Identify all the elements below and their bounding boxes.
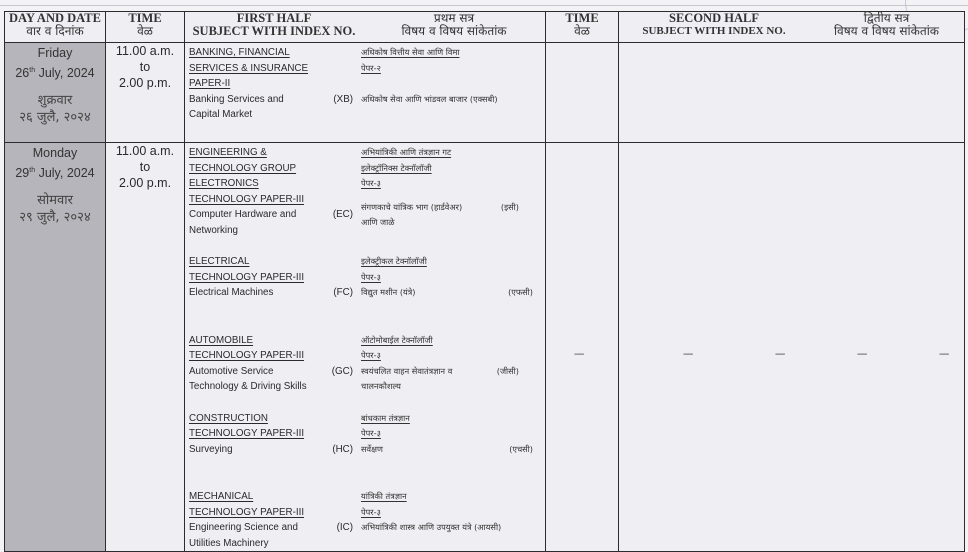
subject-heading: TECHNOLOGY PAPER-III xyxy=(189,350,305,361)
day-date-cell xyxy=(5,143,106,552)
subject-name-mr: अभियांत्रिकी शास्त्र आणि उपयुक्त यंत्रे xyxy=(361,522,472,532)
header-time-mr: वेळ xyxy=(137,24,153,38)
subject-heading: TECHNOLOGY GROUP xyxy=(189,162,297,174)
header-time2-en: TIME xyxy=(565,11,599,25)
date-mr: २९ जुलै, २०२४ xyxy=(19,210,91,226)
empty-dash: ---- xyxy=(775,349,785,360)
header-first-mr-2: विषय व विषय सांकेतांक xyxy=(401,24,507,38)
subject-name: Engineering Science and xyxy=(189,522,298,533)
subject-heading: ENGINEERING & xyxy=(189,147,267,158)
index-code: (HC) xyxy=(332,443,353,455)
index-code: (FC) xyxy=(333,287,353,298)
subject-heading-mr: ऑटोमोबाईल टेक्नॉलॉजी xyxy=(361,334,433,345)
subject-heading: AUTOMOBILE xyxy=(189,334,254,346)
time-start: 11.00 a.m. xyxy=(115,44,175,58)
second-time-cell xyxy=(546,43,619,143)
subject-heading-mr: पेपर-३ xyxy=(361,271,381,282)
subject-heading-mr: अभियांत्रिकी आणि तंत्रज्ञान गट xyxy=(361,147,452,157)
empty-dash: ---- xyxy=(683,349,693,360)
date-en: 29th July, 2024 xyxy=(15,166,95,181)
subject-entry xyxy=(185,143,545,238)
subject-heading: TECHNOLOGY PAPER-III xyxy=(189,506,305,518)
subject-name: Capital Market xyxy=(189,109,253,120)
index-code-mr: (एफसी) xyxy=(508,287,533,297)
subject-heading: PAPER-II xyxy=(189,78,231,89)
header-day-date xyxy=(5,12,106,43)
first-half-cell xyxy=(185,143,546,552)
subject-heading-mr: पेपर-३ xyxy=(361,506,381,517)
header-first-en-2: SUBJECT WITH INDEX NO. xyxy=(192,24,356,38)
subject-heading-mr: पेपर-३ xyxy=(361,428,381,438)
subject-name: Banking Services and xyxy=(189,93,284,105)
subject-heading: SERVICES & INSURANCE xyxy=(189,62,309,74)
subject-entry xyxy=(185,409,545,458)
time-end: 2.00 p.m. xyxy=(118,76,172,90)
header-time xyxy=(106,12,185,43)
header-day-mr: वार व दिनांक xyxy=(26,24,84,38)
index-code-mr: (एचसी) xyxy=(509,443,533,454)
date-en: 26th July, 2024 xyxy=(15,66,95,81)
subject-heading-mr: इलेक्ट्रॉनिक्स टेक्नॉलॉजी xyxy=(361,162,432,173)
subject-heading-mr: पेपर-३ xyxy=(361,350,381,360)
subject-heading-mr: यांत्रिकी तंत्रज्ञान xyxy=(361,491,407,501)
subject-heading: TECHNOLOGY PAPER-III xyxy=(189,271,305,283)
subject-entry xyxy=(185,331,545,395)
header-time-second xyxy=(546,12,619,43)
schedule-row xyxy=(5,43,965,143)
subject-name: Utilities Machinery xyxy=(189,537,269,549)
time-cell xyxy=(106,143,185,552)
subject-heading: MECHANICAL xyxy=(189,491,254,502)
subject-heading-mr: अधिकोष वित्तीय सेवा आणि विमा xyxy=(361,47,460,57)
index-code: (GC) xyxy=(331,365,353,377)
index-code: (EC) xyxy=(332,209,353,220)
subject-heading: BANKING, FINANCIAL xyxy=(189,47,290,58)
second-time-cell xyxy=(546,143,619,552)
subject-name-mr: अधिकोष सेवा आणि भांडवल बाजार xyxy=(361,93,468,104)
second-half-cell xyxy=(619,143,965,552)
header-second-en-1: SECOND HALF xyxy=(669,11,759,25)
subject-heading: TECHNOLOGY PAPER-III xyxy=(189,193,305,205)
header-first-en-1: FIRST HALF xyxy=(236,11,312,25)
subject-heading-mr: पेपर-३ xyxy=(361,178,381,188)
index-code-mr: (एक्सबी) xyxy=(469,93,498,104)
subject-heading: ELECTRICAL xyxy=(189,256,250,267)
subject-name: Surveying xyxy=(189,443,233,455)
index-code-mr: (आयसी) xyxy=(474,522,502,532)
subject-name-mr: आणि जाळे xyxy=(361,217,395,227)
index-code: (XB) xyxy=(333,93,353,105)
header-second-mr-1: द्वितीय सत्र xyxy=(863,11,910,25)
day-date-cell xyxy=(5,43,106,143)
subject-name: Technology & Driving Skills xyxy=(189,381,307,392)
subject-name-mr: सर्वेक्षण xyxy=(361,443,383,454)
index-code: (IC) xyxy=(336,522,353,533)
page-top-edge xyxy=(0,5,968,6)
time-start: 11.00 a.m. xyxy=(115,144,175,158)
day-name: Friday xyxy=(37,46,73,60)
header-time2-mr: वेळ xyxy=(574,24,590,38)
subject-name: Electrical Machines xyxy=(189,287,274,298)
index-code-mr: (इसी) xyxy=(500,201,519,212)
date-mr: २६ जुलै, २०२४ xyxy=(19,110,91,126)
header-day-en: DAY AND DATE xyxy=(9,11,101,25)
index-code-mr: (जीसी) xyxy=(496,365,519,376)
header-first-half xyxy=(185,12,546,43)
header-row xyxy=(5,12,965,43)
day-name-mr: सोमवार xyxy=(37,193,73,209)
subject-entry xyxy=(185,252,545,301)
subject-name-mr: चालनकौशल्य xyxy=(361,381,401,391)
subject-name-mr: संगणकाचे यांत्रिक भाग (हार्डवेअर) xyxy=(361,201,463,212)
subject-heading-mr: इलेक्ट्रीकल टेक्नॉलॉजी xyxy=(361,256,427,266)
header-second-half xyxy=(619,12,965,43)
subject-name-mr: स्वयंचलित वाहन सेवातंत्रज्ञान व xyxy=(361,365,453,376)
day-name-mr: शुक्रवार xyxy=(37,93,73,109)
header-second-en-2: SUBJECT WITH INDEX NO. xyxy=(642,25,786,37)
header-first-mr-1: प्रथम सत्र xyxy=(433,11,475,25)
subject-heading: TECHNOLOGY PAPER-III xyxy=(189,428,305,439)
subject-heading: CONSTRUCTION xyxy=(189,412,268,424)
subject-entry xyxy=(185,43,545,123)
second-half-cell xyxy=(619,43,965,143)
subject-name: Computer Hardware and xyxy=(189,209,297,220)
empty-dash: ---- xyxy=(574,349,584,360)
empty-dash: ---- xyxy=(939,349,949,360)
subject-name: Automotive Service xyxy=(189,365,274,377)
header-second-mr-2: विषय व विषय सांकेतांक xyxy=(833,24,940,38)
subject-entry xyxy=(185,487,545,551)
subject-heading: ELECTRONICS xyxy=(189,178,259,189)
header-time-en: TIME xyxy=(128,11,162,25)
subject-name-mr: विद्युत मशीन (यंत्रे) xyxy=(361,287,416,297)
subject-name: Networking xyxy=(189,224,239,236)
first-half-cell xyxy=(185,43,546,143)
time-to: to xyxy=(139,60,151,74)
subject-heading-mr: पेपर-२ xyxy=(361,62,381,73)
time-cell xyxy=(106,43,185,143)
day-name: Monday xyxy=(32,146,78,160)
empty-dash: ---- xyxy=(857,349,867,360)
subject-heading-mr: बांधकाम तंत्रज्ञान xyxy=(361,412,410,423)
schedule-row xyxy=(5,143,965,552)
time-to: to xyxy=(139,160,151,174)
exam-timetable xyxy=(4,11,965,552)
time-end: 2.00 p.m. xyxy=(118,176,172,190)
